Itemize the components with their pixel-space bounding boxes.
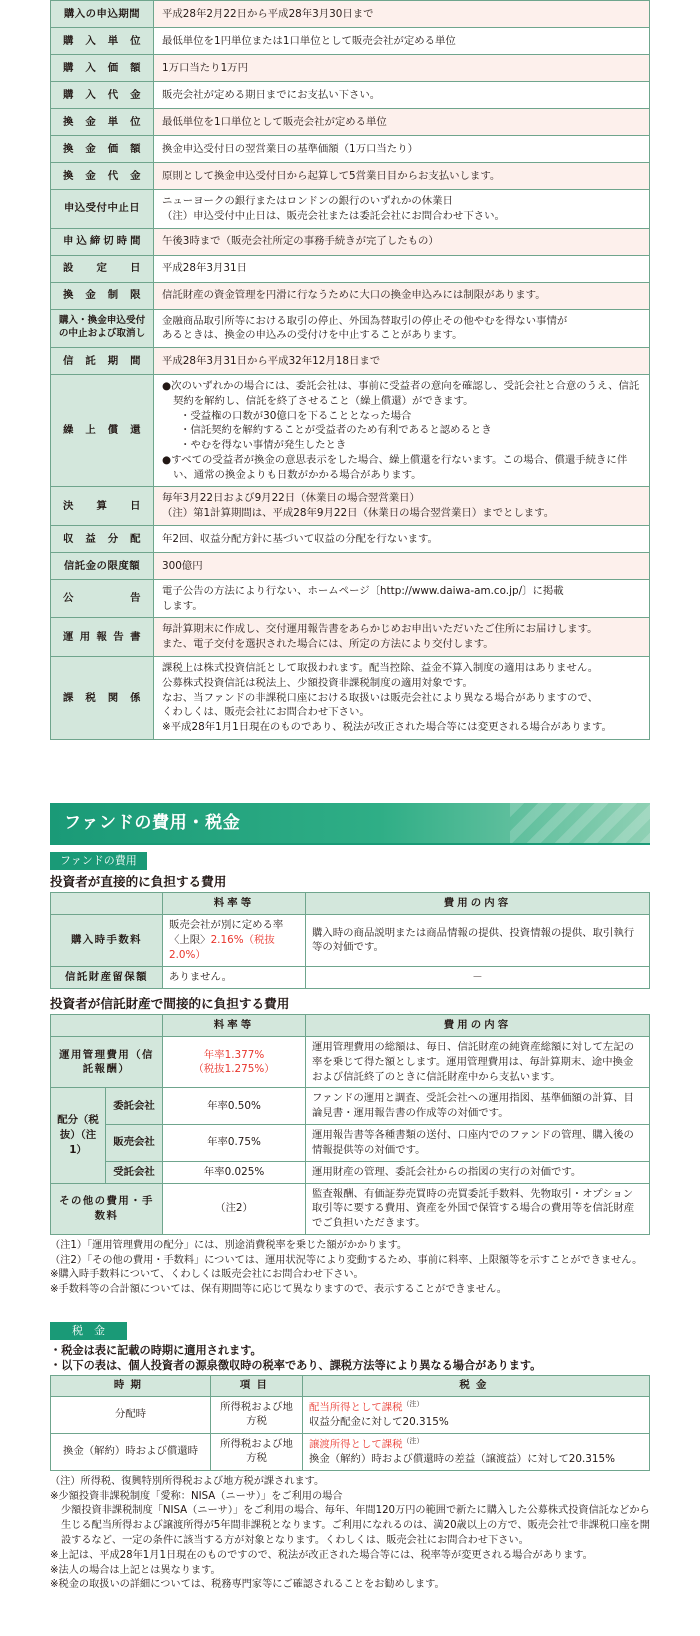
term-key: 換金代金 — [51, 163, 154, 190]
term-key: 設定日 — [51, 255, 154, 282]
alloc-content: ファンドの運用と調査、受託会社への運用指図、基準価額の計算、目論見書・運用報告書の作成等の対価です。 — [306, 1088, 650, 1125]
alloc-who: 販売会社 — [106, 1125, 163, 1162]
direct-col-content: 費用の内容 — [306, 893, 650, 915]
term-key: 換金単位 — [51, 109, 154, 136]
term-row — [51, 309, 650, 348]
term-value: 毎年3月22日および9月22日（休業日の場合翌営業日） （注）第1計算期間は、平成28年9月22日（休業日の場合翌営業日）までとします。 — [154, 487, 650, 526]
fees-section-banner — [50, 803, 650, 843]
purchase-fee-rate: 販売会社が別に定める率 〈上限〉2.16%（税抜2.0%） — [163, 915, 306, 966]
alloc-who: 受託会社 — [106, 1161, 163, 1183]
terms-table — [50, 0, 650, 740]
tax-col-tax: 税金 — [303, 1375, 650, 1396]
alloc-rate: 年率0.50% — [163, 1088, 306, 1125]
tax-item: 所得税および地方税 — [211, 1396, 303, 1433]
term-row — [51, 136, 650, 163]
term-value: 原則として換金申込受付日から起算して5営業日目からお支払いします。 — [154, 163, 650, 190]
term-row — [51, 618, 650, 657]
tax-col-item: 項目 — [211, 1375, 303, 1396]
term-value: 電子公告の方法により行ない、ホームページ〔http://www.daiwa-am.co.jp/〕に掲載 します。 — [154, 579, 650, 618]
allocation-key: 配分（税抜）（注1） — [51, 1088, 106, 1183]
term-key: 収益分配 — [51, 525, 154, 552]
purchase-fee-key: 購入時手数料 — [51, 915, 163, 966]
term-key: 繰上償還 — [51, 375, 154, 487]
term-key: 信託期間 — [51, 348, 154, 375]
alloc-rate: 年率0.75% — [163, 1125, 306, 1162]
indirect-col-rate: 料率等 — [163, 1015, 306, 1037]
term-row — [51, 525, 650, 552]
purchase-fee-content: 購入時の商品説明または商品情報の提供、投資情報の提供、取引執行等の対価です。 — [306, 915, 650, 966]
other-fee-rate: （注2） — [163, 1183, 306, 1234]
term-key: 申込締切時間 — [51, 228, 154, 255]
term-value: 平成28年3月31日から平成32年12月18日まで — [154, 348, 650, 375]
term-value: 金融商品取引所等における取引の停止、外国為替取引の停止その他やむを得ない事情が あるときは、換金の申込みの受付けを中止することがあります。 — [154, 309, 650, 348]
term-row — [51, 657, 650, 740]
tax-content: 配当所得として課税$^{(注)}$ 収益分配金に対して20.315% — [303, 1396, 650, 1433]
term-value: 課税上は株式投資信託として取扱われます。配当控除、益金不算入制度の適用はありません。 公募株式投資信託は税法上、少額投資非課税制度の適用対象です。 なお、当ファンドの非課税口座における取扱いは販売会社により異なる場合がありますので、 くわしくは、販売会社にお問合わせ下さい。 ※平成28年1月1日現在のものであり、税法が改正された場合等には変更される場合があります。 — [154, 657, 650, 740]
term-value: 年2回、収益分配方針に基づいて収益の分配を行ないます。 — [154, 525, 650, 552]
other-fee-key: その他の費用・手数料 — [51, 1183, 163, 1234]
term-key: 購入・換金申込受付の中止および取消し — [51, 309, 154, 348]
term-value: ●次のいずれかの場合には、委託会社は、事前に受益者の意向を確認し、受託会社と合意のうえ、信託契約を解約し、信託を終了させること（繰上償還）ができます。 ・受益権の口数が30億口を下ることとなった場合 ・信託契約を解約することが受益者のため有利であると認めるとき ・やむを得ない事情が発生したとき ●すべての受益者が換金の意思表示をした場合、繰上償還を行ないます。この場合、償還手続きに伴い、通常の換金よりも日数がかかる場合があります。 — [154, 375, 650, 487]
term-key: 決算日 — [51, 487, 154, 526]
mgmt-fee-content: 運用管理費用の総額は、毎日、信託財産の純資産総額に対して左記の率を乗じて得た額とします。運用管理費用は、毎計算期末、途中換金および信託終了のときに信託財産中から支払います。 — [306, 1037, 650, 1088]
term-value: 平成28年3月31日 — [154, 255, 650, 282]
term-row — [51, 190, 650, 229]
term-row — [51, 552, 650, 579]
term-row — [51, 109, 650, 136]
tax-intro: ・税金は表に記載の時期に適用されます。 ・以下の表は、個人投資者の源泉徴収時の税率であり、課税方法等により異なる場合があります。 — [50, 1343, 542, 1372]
term-value: 最低単位を1円単位または1口単位として販売会社が定める単位 — [154, 28, 650, 55]
term-key: 換金制限 — [51, 282, 154, 309]
alloc-who: 委託会社 — [106, 1088, 163, 1125]
direct-col-rate: 料率等 — [163, 893, 306, 915]
tax-content: 譲渡所得として課税$^{(注)}$ 換金（解約）時および償還時の差益（譲渡益）に対して20.315% — [303, 1433, 650, 1470]
tax-item: 所得税および地方税 — [211, 1433, 303, 1470]
term-key: 公告 — [51, 579, 154, 618]
indirect-cost-heading: 投資者が信託財産で間接的に負担する費用 — [50, 995, 290, 1011]
term-row — [51, 82, 650, 109]
term-key: 信託金の限度額 — [51, 552, 154, 579]
term-key: 購入の申込期間 — [51, 1, 154, 28]
term-value: ニューヨークの銀行またはロンドンの銀行のいずれかの休業日 （注）申込受付中止日は、販売会社または委託会社にお問合わせ下さい。 — [154, 190, 650, 229]
tax-period: 分配時 — [51, 1396, 211, 1433]
term-key: 運用報告書 — [51, 618, 154, 657]
tax-table — [50, 1375, 650, 1471]
term-value: 換金申込受付日の翌営業日の基準価額（1万口当たり） — [154, 136, 650, 163]
term-key: 購入代金 — [51, 82, 154, 109]
mgmt-fee-key: 運用管理費用（信託報酬） — [51, 1037, 163, 1088]
term-value: 信託財産の資金管理を円滑に行なうために大口の換金申込みには制限があります。 — [154, 282, 650, 309]
term-row — [51, 348, 650, 375]
direct-cost-table — [50, 892, 650, 988]
term-row — [51, 163, 650, 190]
term-row — [51, 282, 650, 309]
term-value: 毎計算期末に作成し、交付運用報告書をあらかじめお申出いただいたご住所にお届けします。 また、電子交付を選択された場合には、所定の方法により交付します。 — [154, 618, 650, 657]
alloc-content: 運用財産の管理、委託会社からの指図の実行の対価です。 — [306, 1161, 650, 1183]
term-row — [51, 255, 650, 282]
term-value: 300億円 — [154, 552, 650, 579]
terms-section — [50, 0, 650, 740]
fees-section — [50, 852, 650, 1298]
term-key: 購入価額 — [51, 55, 154, 82]
fees-section-title: ファンドの費用・税金 — [64, 813, 241, 833]
retention-content: － — [306, 966, 650, 988]
indirect-col-content: 費用の内容 — [306, 1015, 650, 1037]
tax-period: 換金（解約）時および償還時 — [51, 1433, 211, 1470]
term-row — [51, 1, 650, 28]
term-key: 申込受付中止日 — [51, 190, 154, 229]
tax-notes: （注）所得税、復興特別所得税および地方税が課されます。 ※少額投資非課税制度「愛称：NISA（ニーサ）」をご利用の場合 少額投資非課税制度「NISA（ニーサ）」をご利用の場合、毎年、年間120万円の範囲で新たに購入した公募株式投資信託などから生じる配当所得および譲渡所得が5年間非課税となります。ご利用になれるのは、満20歳以上の方で、販売会社で非課税口座を開設するなど、一定の条件に該当する方が対象となります。くわしくは、販売会社にお問合わせ下さい。 ※上記は、平成28年1月1日現在のものですので、税法が改正された場合等には、税率等が変更される場合があります。 ※法人の場合は上記とは異なります。 ※税金の取扱いの詳細については、税務専門家等にご確認されることをお勧めします。 — [50, 1475, 650, 1591]
term-row — [51, 375, 650, 487]
term-key: 換金価額 — [51, 136, 154, 163]
mgmt-fee-rate: 年率1.377% （税抜1.275%） — [163, 1037, 306, 1088]
alloc-rate: 年率0.025% — [163, 1161, 306, 1183]
term-value: 午後3時まで（販売会社所定の事務手続きが完了したもの） — [154, 228, 650, 255]
term-value: 平成28年2月22日から平成28年3月30日まで — [154, 1, 650, 28]
indirect-cost-table — [50, 1014, 650, 1234]
term-row — [51, 579, 650, 618]
direct-cost-heading: 投資者が直接的に負担する費用 — [50, 873, 227, 889]
alloc-content: 運用報告書等各種書類の送付、口座内でのファンドの管理、購入後の情報提供等の対価です。 — [306, 1125, 650, 1162]
term-row — [51, 28, 650, 55]
term-value: 最低単位を1口単位として販売会社が定める単位 — [154, 109, 650, 136]
retention-rate: ありません。 — [163, 966, 306, 988]
term-row — [51, 228, 650, 255]
retention-key: 信託財産留保額 — [51, 966, 163, 988]
term-key: 購入単位 — [51, 28, 154, 55]
fees-tag: ファンドの費用 — [50, 852, 147, 870]
tax-tag: 税 金 — [50, 1322, 127, 1340]
other-fee-content: 監査報酬、有価証券売買時の売買委託手数料、先物取引・オプション取引等に要する費用、資産を外国で保管する場合の費用等を信託財産でご負担いただきます。 — [306, 1183, 650, 1234]
term-row — [51, 487, 650, 526]
tax-col-period: 時期 — [51, 1375, 211, 1396]
term-key: 課税関係 — [51, 657, 154, 740]
tax-section — [50, 1322, 650, 1593]
term-value: 1万口当たり1万円 — [154, 55, 650, 82]
fee-notes: （注1）「運用管理費用の配分」には、別途消費税率を乗じた額がかかります。 （注2）「その他の費用・手数料」については、運用状況等により変動するため、事前に料率、上限額等を示すことができません。 ※購入時手数料について、くわしくは販売会社にお問合わせ下さい。 ※手数料等の合計額については、保有期間等に応じて異なりますので、表示することができません。 — [50, 1239, 643, 1296]
term-row — [51, 55, 650, 82]
term-value: 販売会社が定める期日までにお支払い下さい。 — [154, 82, 650, 109]
